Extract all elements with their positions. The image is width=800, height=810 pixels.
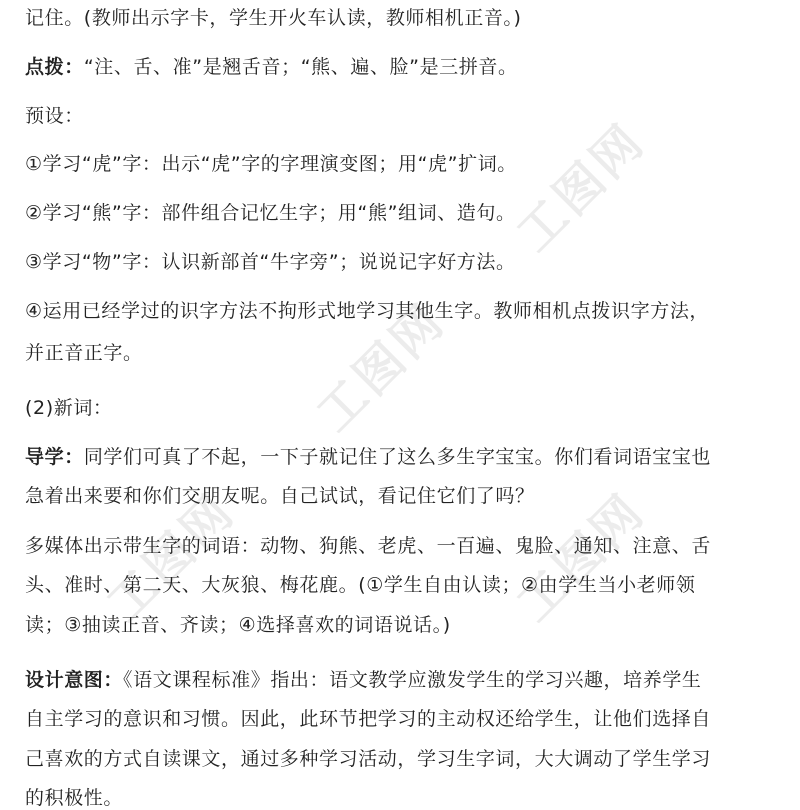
text-line: [25, 747, 785, 771]
text-line: [25, 668, 785, 692]
line-text: ③学习“物”字：认识新部首“牛字旁”；说说记字好方法。: [25, 251, 516, 273]
line-text: 急着出来要和你们交朋友呢。自己试试，看记住它们了吗？: [25, 485, 535, 507]
line-text: 记住。(教师出示字卡，学生开火车认读，教师相机正音。): [25, 7, 522, 29]
line-text: 读；③抽读正音、齐读；④选择喜欢的词语说话。): [25, 614, 451, 636]
text-line: [25, 396, 785, 420]
text-line: [25, 445, 785, 469]
text-line: [25, 104, 785, 128]
text-line: [25, 573, 785, 597]
text-line: [25, 341, 785, 365]
line-text: 头、准时、第二天、大灰狼、梅花鹿。(①学生自由认读；②由学生当小老师领: [25, 574, 696, 596]
watermark-1: 工图网: [506, 112, 657, 263]
text-line: [25, 250, 785, 274]
text-line: [25, 152, 785, 176]
text-line: [25, 786, 785, 810]
line-text: 《语文课程标准》指出：语文教学应激发学生的学习兴趣，培养学生: [123, 669, 702, 691]
text-line: [25, 613, 785, 637]
text-line: [25, 299, 785, 323]
text-line: [25, 707, 785, 731]
text-line: [25, 201, 785, 225]
line-text: 并正音正字。: [25, 342, 143, 364]
line-text: ④运用已经学过的识字方法不拘形式地学习其他生字。教师相机点拨识字方法，: [25, 300, 710, 322]
line-text: ②学习“熊”字：部件组合记忆生字；用“熊”组词、造句。: [25, 202, 516, 224]
line-text: 多媒体出示带生字的词语：动物、狗熊、老虎、一百遍、鬼脸、通知、注意、舌: [25, 535, 712, 557]
watermark-3: 工图网: [96, 482, 247, 633]
text-line: [25, 534, 785, 558]
line-label: 导学：: [25, 446, 84, 468]
line-text: 预设：: [25, 105, 84, 127]
line-text: ①学习“虎”字：出示“虎”字的字理演变图；用“虎”扩词。: [25, 153, 517, 175]
line-text: (2)新词：: [25, 397, 113, 419]
text-line: [25, 6, 785, 30]
watermark-4: 工图网: [506, 482, 657, 633]
line-text: 自主学习的意识和习惯。因此，此环节把学习的主动权还给学生，让他们选择自: [25, 708, 712, 730]
text-line: [25, 55, 785, 79]
text-line: [25, 484, 785, 508]
line-label: 点拨：: [25, 56, 84, 78]
line-label: 设计意图：: [25, 669, 124, 691]
line-text: 的积极性。: [25, 787, 124, 809]
line-text: 己喜欢的方式自读课文，通过多种学习活动，学习生字词，大大调动了学生学习: [25, 748, 712, 770]
line-text: 同学们可真了不起，一下子就记住了这么多生字宝宝。你们看词语宝宝也: [83, 446, 712, 468]
line-text: “注、舌、准”是翘舌音；“熊、遍、脸”是三拼音。: [83, 56, 518, 78]
watermark-2: 工图网: [306, 292, 457, 443]
